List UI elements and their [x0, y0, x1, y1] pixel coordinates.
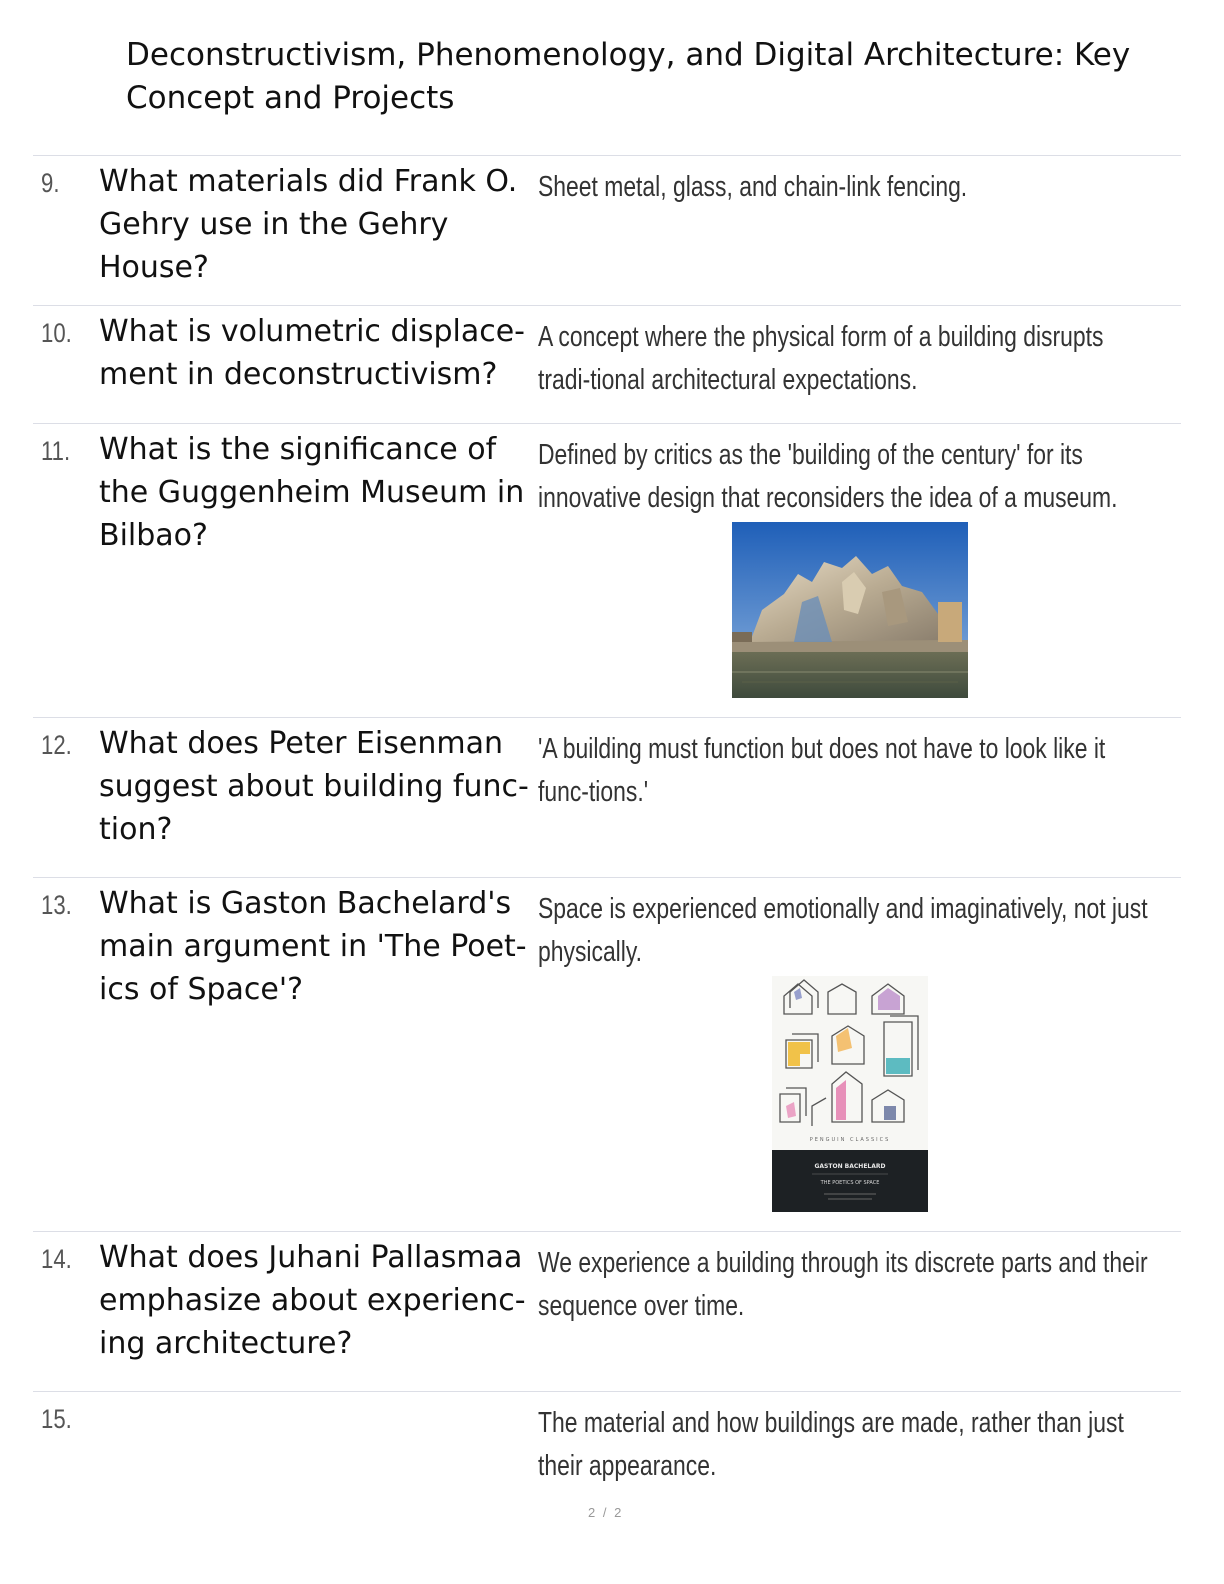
card-number: 15. — [41, 1404, 72, 1434]
card-question: What is the significance of the Guggenheim Museum in Bilbao? — [99, 432, 525, 553]
book-publisher: PENGUIN CLASSICS — [809, 1137, 891, 1143]
card-answer: A concept where the physical form of a building disrupts tradi-tional architectural expectations. — [538, 321, 1104, 396]
card-answer: The material and how buildings are made, rather than just their appearance. — [538, 1407, 1124, 1482]
book-author: GASTON BACHELARD — [814, 1163, 886, 1170]
card-number: 11. — [41, 436, 71, 466]
flashcard-11 — [33, 423, 1181, 718]
card-answer: Space is experienced emotionally and imaginatively, not just physically. — [538, 893, 1148, 968]
card-answer: 'A building must function but does not have to look like it func-tions.' — [538, 733, 1106, 808]
poetics-of-space-book-cover — [772, 976, 928, 1212]
page-title: Deconstructivism, Phenomenology, and Digital Architecture: Key Concept and Projects — [126, 37, 1131, 116]
card-answer: Sheet metal, glass, and chain-link fencing. — [538, 171, 968, 203]
card-answer: We experience a building through its discrete parts and their sequence over time. — [538, 1247, 1148, 1322]
card-question: What does Peter Eisenman suggest about building func-tion? — [99, 726, 529, 847]
card-question: What materials did Frank O. Gehry use in the Gehry House? — [99, 164, 518, 285]
flashcard-12 — [33, 717, 1181, 878]
flashcard-13 — [33, 877, 1181, 1232]
card-number: 9. — [41, 168, 60, 198]
card-answer: Defined by critics as the 'building of the century' for its innovative design that reconsiders the idea of a museum. — [538, 439, 1118, 514]
card-question: What is volumetric displace-ment in deconstructivism? — [99, 314, 526, 392]
card-question: What does Juhani Pallasmaa emphasize about experienc-ing architecture? — [99, 1240, 526, 1361]
guggenheim-bilbao-photo — [732, 522, 968, 698]
card-number: 12. — [41, 730, 72, 760]
card-number: 14. — [41, 1244, 72, 1274]
card-question: What is Gaston Bachelard's main argument in 'The Poet-ics of Space'? — [99, 886, 527, 1007]
flashcard-10 — [33, 305, 1181, 424]
flashcard-14 — [33, 1231, 1181, 1392]
card-number: 10. — [41, 318, 72, 348]
page-number: 2 / 2 — [588, 1505, 624, 1520]
flashcard-9 — [33, 155, 1181, 306]
card-number: 13. — [41, 890, 72, 920]
flashcard-15 — [33, 1391, 1181, 1502]
book-title: THE POETICS OF SPACE — [820, 1180, 880, 1186]
